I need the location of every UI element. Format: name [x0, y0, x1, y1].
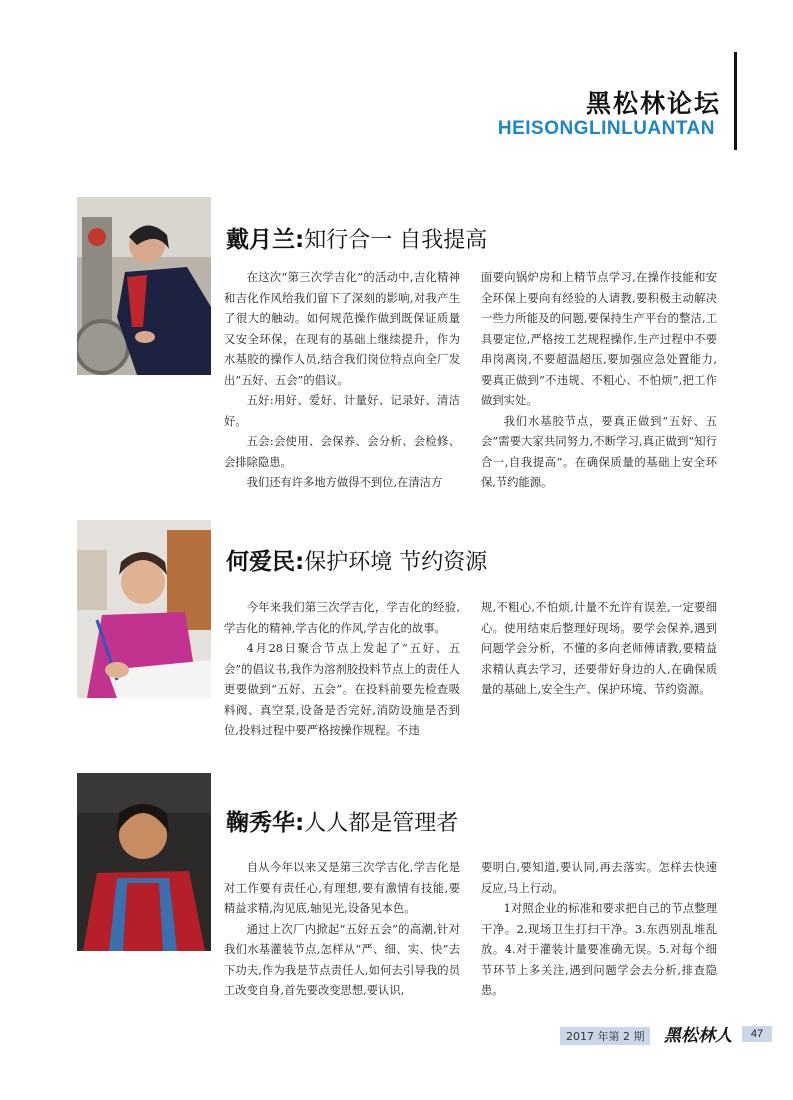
photo-worker-1 — [77, 197, 211, 375]
section-title-1 — [226, 221, 487, 254]
title-colon: : — [295, 227, 305, 253]
author-name-3: 鞠秀华 — [226, 810, 295, 836]
paragraph: 要明白,要知道,要认同,再去落实。怎样去快速反应,马上行动。 — [481, 861, 717, 895]
article-3-col-left — [224, 858, 460, 1002]
article-headline-3: 人人都是管理者 — [304, 811, 459, 836]
column-subtitle: HEISONGLINLUANTAN — [497, 118, 715, 139]
author-name-2: 何爱民 — [226, 549, 295, 575]
section-title-3 — [226, 804, 458, 837]
paragraph: 1对照企业的标准和要求把自己的节点整理干净。2.现场卫生打扫干净。3.东西别乱堆乱放。4.对于灌装计量要准确无误。5.对每个细节环节上多关注,遇到问题学会去分析,排查隐患。 — [481, 902, 717, 997]
title-colon: : — [295, 549, 305, 575]
paragraph: 4月28日聚合节点上发起了“五好、五会”的倡议书,我作为溶剂胶投料节点上的责任人更要做到“五好、五会”。在投料前要先检查吸料阀、真空泵,设备是否完好,消防设施是否到位,投料过程中要严格按操作规程。不违 — [224, 642, 460, 737]
paragraph: 我们还有许多地方做得不到位,在清洁方 — [246, 476, 443, 489]
paragraph: 通过上次厂内掀起“五好五会”的高潮,针对我们水基灌装节点,怎样从“严、细、实、快”去下功夫,作为我是节点责任人,如何去引导我的员工改变自身,首先要改变思想,要认识, — [224, 922, 460, 997]
title-colon: : — [295, 810, 305, 836]
article-headline-2: 保护环境 节约资源 — [304, 550, 488, 575]
paragraph: 自从今年以来又是第三次学吉化,学吉化是对工作要有责任心,有理想,要有激情有技能,要精益求精,沟见底,轴见光,设备见本色。 — [224, 861, 460, 915]
photo-worker-3 — [77, 773, 211, 951]
article-headline-1: 知行合一 自我提高 — [304, 228, 488, 253]
paragraph: 在这次“第三次学吉化”的活动中,吉化精神和吉化作风给我们留下了深刻的影响,对我产生了很大的触动。如何规范操作做到既保证质量又安全环保，在现有的基础上继续提升，作为水基胶的操作人员,结合我们岗位特点向全厂发出“五好、五会”的倡议。 — [224, 271, 460, 387]
header-divider — [734, 52, 737, 150]
section-title-2 — [226, 543, 487, 576]
photo-worker-2 — [77, 520, 211, 698]
article-1-col-left — [224, 268, 460, 494]
article-2-col-right — [481, 598, 717, 701]
article-1-col-right — [481, 268, 717, 494]
paragraph: 面要向锅炉房和上精节点学习,在操作技能和安全环保上要向有经验的人请教,要积极主动解决一些力所能及的问题,要保持生产平台的整洁,工具要定位,严格按工艺规程操作,生产过程中不要串岗离岗,不要超温超压,要加强应急处置能力,要真正做到“不违规、不粗心、不怕烦”,把工作做到实处。 — [481, 271, 717, 407]
paragraph: 规,不粗心,不怕烦,计量不允许有误差,一定要细心。使用结束后整理好现场。要学会保养,遇到问题学会分析，不懂的多向老师傅请教,要精益求精认真去学习，还要带好身边的人,在确保质量的基础上,安全生产、保护环境、节约资源。 — [481, 601, 717, 696]
article-3-col-right — [481, 858, 717, 1002]
magazine-logo: 黑松林人 — [664, 1026, 732, 1046]
issue-label: 2017 年第 2 期 — [560, 1027, 650, 1045]
paragraph: 我们水基胶节点，要真正做到“五好、五会”需要大家共同努力,不断学习,真正做到“知行合一,自我提高”。在确保质量的基础上安全环保,节约能源。 — [481, 414, 717, 489]
column-title: 黑松林论坛 — [585, 89, 721, 118]
author-name-1: 戴月兰 — [226, 227, 295, 253]
page-number: 47 — [742, 1026, 772, 1042]
paragraph: 今年来我们第三次学吉化，学吉化的经验,学吉化的精神,学吉化的作风,学吉化的故事。 — [224, 601, 460, 635]
article-2-col-left — [224, 598, 460, 742]
paragraph: 五会:会使用、会保养、会分析、会检修、会排除隐患。 — [224, 435, 460, 469]
paragraph: 五好:用好、爱好、计量好、记录好、清洁好。 — [224, 394, 460, 428]
